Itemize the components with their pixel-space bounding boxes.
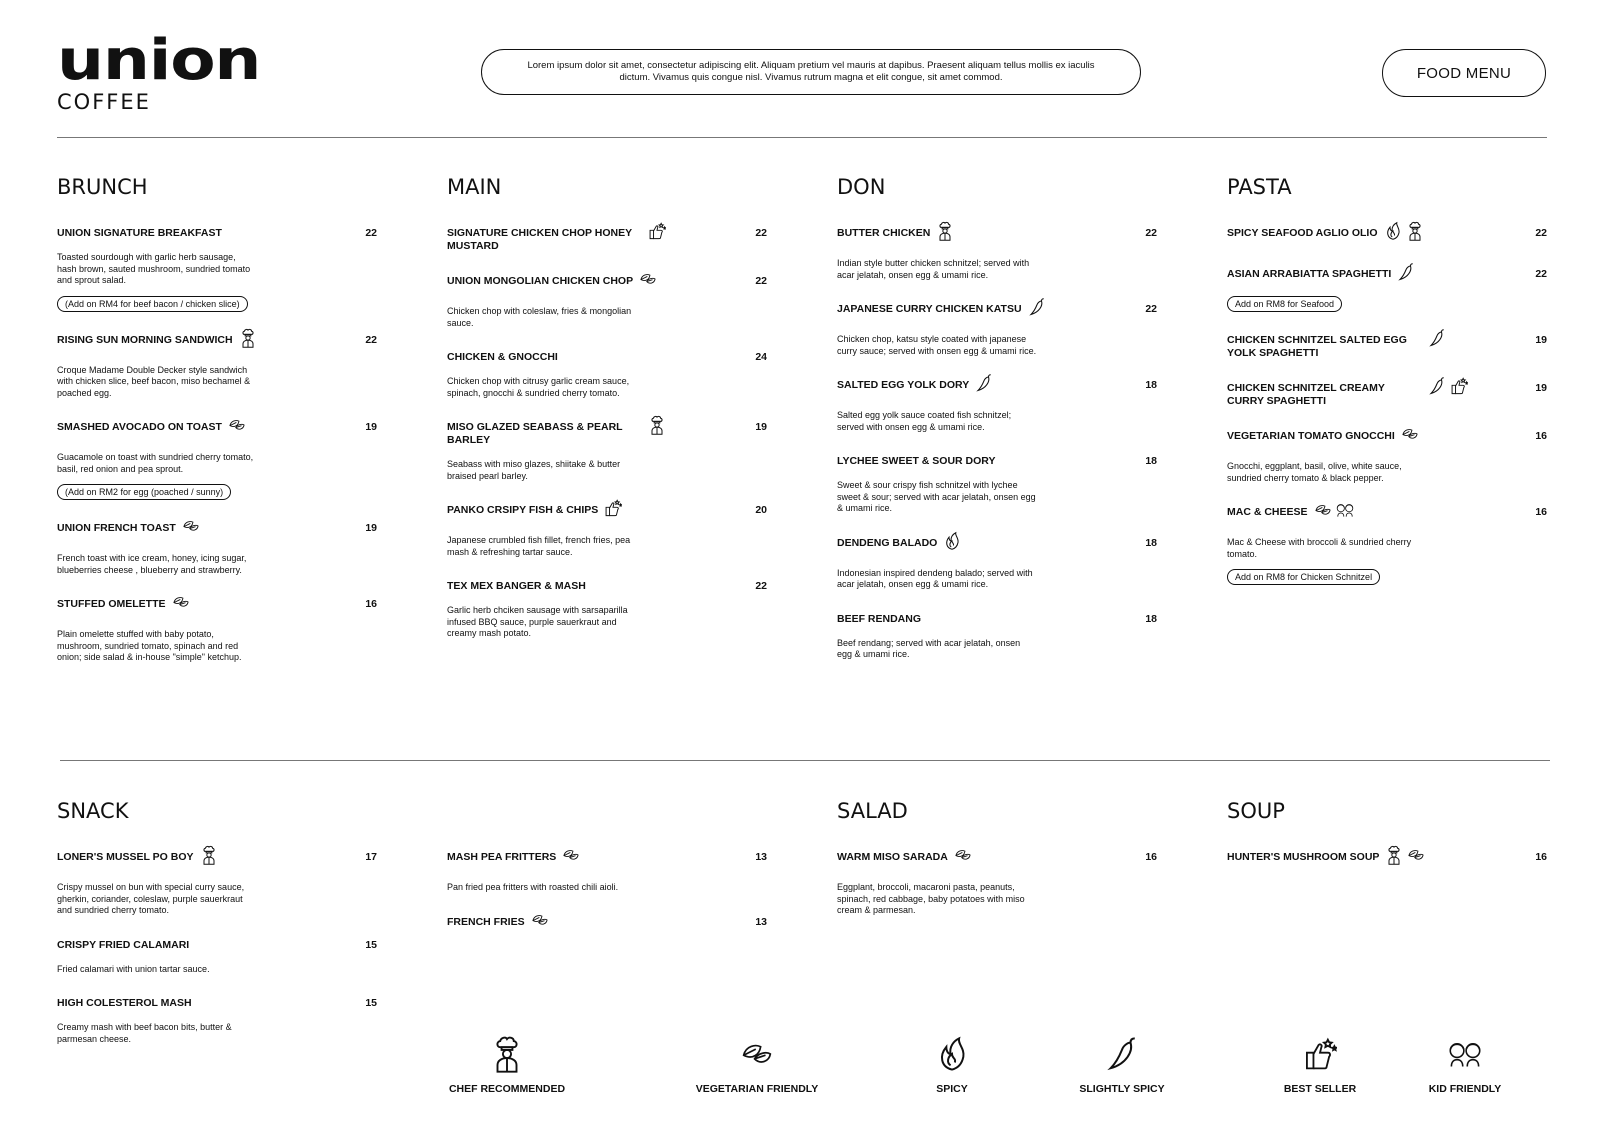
menu-item-description: Indonesian inspired dendeng balado; served with acar jelatah, onsen egg & umami rice.: [837, 567, 1033, 589]
legend-item: [1057, 1035, 1187, 1095]
menu-item-description: Fried calamari with union tartar sauce.: [57, 963, 210, 974]
chef-hat-icon: [1385, 845, 1403, 870]
chef-hat-icon: [936, 221, 954, 246]
menu-item-header: [447, 275, 767, 294]
menu-item: [1227, 506, 1547, 585]
chef-hat-icon: [442, 1035, 572, 1073]
menu-item-name: CHICKEN SCHNITZEL CREAMY CURRY SPAGHETTI: [1227, 382, 1385, 407]
menu-item-name: CRISPY FRIED CALAMARI: [57, 938, 190, 951]
section-brunch: [57, 175, 377, 686]
menu-item-name: SALTED EGG YOLK DORY: [837, 379, 970, 391]
menu-item-name: JAPANESE CURRY CHICKEN KATSU: [837, 303, 1022, 315]
menu-item-name-group: [447, 227, 666, 253]
menu-item-description: Chicken chop with coleslaw, fries & mongolian sauce.: [447, 306, 632, 328]
menu-item-name-group: [1227, 506, 1354, 525]
menu-item-icons: [1428, 376, 1468, 401]
menu-item-name-group: [837, 537, 961, 556]
menu-item-icons: [1428, 328, 1446, 353]
menu-item-price: 19: [365, 522, 377, 534]
leaf-icon: [1407, 845, 1425, 870]
menu-item-description: Salted egg yolk sauce coated fish schnitzel; served with onsen egg & umami rice.: [837, 410, 1012, 432]
section-main: [447, 175, 767, 662]
menu-item-price: 13: [755, 851, 767, 863]
menu-item-price: 19: [1535, 382, 1547, 394]
menu-item-price: 22: [365, 333, 377, 346]
menu-item-icons: [1384, 221, 1424, 246]
menu-item-addon-badge: (Add on RM2 for egg (poached / sunny): [57, 484, 231, 500]
menu-item-price: 22: [755, 580, 767, 592]
menu-item-name: UNION FRENCH TOAST: [57, 522, 176, 534]
menu-item-name: HIGH COLESTEROL MASH: [57, 997, 192, 1009]
tagline-text: Lorem ipsum dolor sit amet, consectetur adipiscing elit. Aliquam pretium vel mauris at dapibus. Praesent aliquam tellus mollis ex iaculis dictum. Vivamus quis congue nisl. Vivamus rutrum magna et elit congue, sit amet commod.: [527, 60, 1095, 83]
flame-icon: [1384, 221, 1402, 246]
menu-item-name: CHICKEN & GNOCCHI: [447, 351, 558, 363]
flame-icon: [943, 531, 961, 556]
menu-item-name: VEGETARIAN TOMATO GNOCCHI: [1227, 430, 1395, 442]
menu-item-name: SMASHED AVOCADO ON TOAST: [57, 421, 222, 433]
menu-item-name-group: [837, 455, 996, 468]
menu-item-addon-badge: Add on RM8 for Seafood: [1227, 296, 1342, 312]
menu-item-header: [837, 455, 1157, 468]
menu-item-icons: [172, 592, 190, 617]
menu-item-icons: [1397, 262, 1415, 287]
menu-item-name: LYCHEE SWEET & SOUR DORY: [837, 455, 996, 467]
menu-item: [447, 227, 767, 253]
menu-item: [447, 421, 767, 482]
menu-item-header: [1227, 334, 1547, 360]
menu-item-description: Indian style butter chicken schnitzel; served with acar jelatah, onsen egg & umami rice.: [837, 258, 1030, 280]
section-title: BRUNCH: [57, 175, 148, 199]
menu-item-icons: [639, 269, 657, 294]
menu-item-description: Garlic herb chciken sausage with sarsaparilla infused BBQ sauce, purple sauerkraut and creamy mash potato.: [447, 605, 628, 638]
menu-item: [1227, 430, 1547, 484]
menu-item-header: [57, 598, 377, 617]
menu-item-name-group: [57, 421, 246, 440]
menu-item-price: 16: [365, 598, 377, 610]
tagline-box: [481, 49, 1141, 95]
menu-item-price: 15: [365, 938, 377, 951]
menu-item-price: 22: [1535, 227, 1547, 239]
chef-hat-icon: [1406, 221, 1424, 246]
menu-item-header: [57, 227, 377, 240]
menu-item: [57, 851, 377, 917]
menu-item-name-group: [837, 851, 972, 870]
menu-item-name: BEEF RENDANG: [837, 612, 922, 625]
menu-item-header: [1227, 506, 1547, 525]
menu-item-header: [447, 504, 767, 523]
section-title: SNACK: [57, 799, 129, 823]
legend-item: [1400, 1035, 1530, 1095]
menu-item-icons: [228, 415, 246, 440]
menu-item: [57, 939, 377, 976]
menu-item-name: SIGNATURE CHICKEN CHOP HONEY MUSTARD: [447, 227, 632, 252]
menu-item-price: 15: [365, 997, 377, 1009]
menu-item-price: 18: [1145, 536, 1157, 549]
menu-item-name: STUFFED OMELETTE: [57, 598, 166, 610]
flame-icon: [887, 1035, 1017, 1073]
section-snack-continued: [447, 851, 767, 957]
menu-item: [57, 334, 377, 400]
menu-item-icons: [200, 845, 218, 870]
menu-item: [447, 580, 767, 640]
menu-item-name-group: [1227, 227, 1424, 246]
legend-label: KID FRIENDLY: [1428, 1083, 1502, 1095]
legend-item: [1255, 1035, 1385, 1095]
menu-item-description: Eggplant, broccoli, macaroni pasta, peanuts, spinach, red cabbage, baby potatoes with miso cream & parmesan.: [837, 882, 1025, 915]
legend-label: SPICY: [936, 1083, 968, 1095]
menu-item-description: Beef rendang; served with acar jelatah, onsen egg & umami rice.: [837, 637, 1021, 659]
legend-item: [887, 1035, 1017, 1095]
menu-item-price: 19: [755, 421, 767, 433]
chili-icon: [1428, 328, 1446, 353]
menu-item: [1227, 227, 1547, 246]
menu-item-description: Croque Madame Double Decker style sandwich with chicken slice, beef bacon, miso bechamel & poached egg.: [57, 364, 251, 398]
union-coffee-logo: [57, 28, 261, 114]
menu-item-description: Crispy mussel on bun with special curry sauce, gherkin, coriander, coleslaw, purple sauerkraut and sundried cherry tomato.: [57, 882, 245, 915]
menu-item-name-group: [837, 227, 954, 246]
leaf-icon: [562, 845, 580, 870]
menu-item-name-group: [447, 275, 657, 294]
chef-hat-icon: [239, 328, 257, 353]
menu-item-name-group: [447, 421, 666, 447]
logo-subtitle: COFFEE: [57, 90, 151, 114]
menu-item: [1227, 334, 1547, 360]
leaf-icon: [531, 910, 549, 935]
menu-item-icons: [943, 531, 961, 556]
menu-item-description: Seabass with miso glazes, shiitake & butter braised pearl barley.: [447, 459, 621, 481]
menu-item-name: RISING SUN MORNING SANDWICH: [57, 333, 233, 346]
chef-hat-icon: [648, 415, 666, 440]
menu-item: [57, 522, 377, 576]
menu-item-name: UNION MONGOLIAN CHICKEN CHOP: [447, 275, 634, 287]
menu-item-price: 22: [1535, 268, 1547, 280]
menu-item: [837, 537, 1157, 591]
menu-item-description: Creamy mash with beef bacon bits, butter & parmesan cheese.: [57, 1022, 232, 1044]
menu-item-icons: [182, 516, 200, 541]
menu-item-description: Sweet & sour crispy fish schnitzel with lychee sweet & sour; served with acar jelatah, onsen egg & umami rice.: [837, 480, 1036, 513]
menu-item-price: 19: [1535, 334, 1547, 346]
menu-item-header: [837, 303, 1157, 322]
menu-item-description: Chicken chop, katsu style coated with japanese curry sauce; served with onsen egg & umami rice.: [837, 334, 1037, 356]
menu-item-name-group: [57, 334, 257, 353]
menu-item-header: [1227, 268, 1547, 287]
section-soup: [1227, 799, 1547, 892]
menu-item: [57, 421, 377, 500]
menu-item-name: BUTTER CHICKEN: [837, 227, 931, 239]
menu-item: [1227, 382, 1547, 408]
menu-item-header: [447, 916, 767, 935]
menu-item-description: Mac & Cheese with broccoli & sundried cherry tomato.: [1227, 537, 1412, 559]
menu-item-icons: [975, 373, 993, 398]
menu-item-name: UNION SIGNATURE BREAKFAST: [57, 227, 222, 239]
menu-item-description: Pan fried pea fritters with roasted chili aioli.: [447, 882, 619, 892]
menu-item-name-group: [447, 851, 580, 870]
menu-item-header: [837, 851, 1157, 870]
kids-icon: [1336, 500, 1354, 525]
chili-icon: [975, 373, 993, 398]
menu-item-header: [1227, 227, 1547, 246]
section-pasta: [1227, 175, 1547, 607]
menu-item-name: ASIAN ARRABIATTA SPAGHETTI: [1227, 268, 1392, 280]
menu-item-price: 18: [1145, 455, 1157, 467]
menu-item-description: Guacamole on toast with sundried cherry tomato, basil, red onion and pea sprout.: [57, 452, 254, 474]
menu-item-name: MISO GLAZED SEABASS & PEARL BARLEY: [447, 421, 623, 446]
menu-item-icons: [648, 221, 666, 246]
leaf-icon: [172, 592, 190, 617]
menu-item-name-group: [447, 916, 549, 935]
menu-item-header: [837, 379, 1157, 398]
menu-item-header: [1227, 382, 1547, 408]
leaf-icon: [228, 415, 246, 440]
menu-item-name-group: [447, 504, 622, 523]
menu-item-icons: [239, 328, 257, 353]
section-title: PASTA: [1227, 175, 1292, 199]
menu-item-header: [57, 522, 377, 541]
thumbs-up-star-icon: [1450, 376, 1468, 401]
menu-item-addon-badge: (Add on RM4 for beef bacon / chicken slice): [57, 296, 248, 312]
menu-item-name: DENDENG BALADO: [837, 536, 938, 549]
menu-item-price: 22: [755, 227, 767, 239]
leaf-icon: [1314, 500, 1332, 525]
menu-item: [447, 916, 767, 935]
menu-item-header: [57, 421, 377, 440]
menu-item-name-group: [57, 598, 190, 617]
menu-item-price: 16: [1535, 851, 1547, 863]
menu-item-name-group: [57, 939, 189, 952]
menu-item: [1227, 851, 1547, 870]
menu-item-header: [1227, 430, 1547, 449]
menu-item: [447, 851, 767, 894]
menu-item-price: 22: [1145, 227, 1157, 239]
menu-item-price: 18: [1145, 379, 1157, 391]
menu-item-name-group: [1227, 430, 1419, 449]
section-title: SALAD: [837, 799, 908, 823]
menu-item-header: [57, 334, 377, 353]
menu-item-icons: [1314, 500, 1354, 525]
menu-item-icons: [648, 415, 666, 440]
food-menu-badge: [1382, 49, 1546, 97]
section-title: SOUP: [1227, 799, 1285, 823]
menu-item-description: Plain omelette stuffed with baby potato, mushroom, sundried tomato, spinach and red onion; side salad & in-house "simple" ketchup.: [57, 629, 242, 662]
menu-item-price: 22: [365, 227, 377, 239]
menu-item-price: 17: [365, 851, 377, 863]
menu-item-name-group: [1227, 382, 1468, 408]
menu-item-name-group: [447, 351, 558, 364]
menu-item-name-group: [837, 303, 1046, 322]
menu-item-header: [1227, 851, 1547, 870]
menu-item-name: PANKO CRSIPY FISH & CHIPS: [447, 504, 599, 516]
menu-item-icons: [1385, 845, 1425, 870]
menu-item-header: [57, 851, 377, 870]
menu-item-header: [447, 421, 767, 447]
menu-item-price: 19: [365, 421, 377, 433]
chef-hat-icon: [200, 845, 218, 870]
leaf-icon: [954, 845, 972, 870]
menu-item-header: [837, 537, 1157, 556]
chili-icon: [1428, 376, 1446, 401]
menu-item-price: 18: [1145, 612, 1157, 625]
leaf-icon: [182, 516, 200, 541]
legend-label: CHEF RECOMMENDED: [448, 1083, 566, 1095]
menu-item-price: 16: [1535, 430, 1547, 442]
menu-item: [57, 227, 377, 312]
menu-item-header: [57, 997, 377, 1010]
menu-item: [837, 455, 1157, 515]
section-title: MAIN: [447, 175, 502, 199]
thumbs-up-star-icon: [604, 498, 622, 523]
menu-item-name: TEX MEX BANGER & MASH: [447, 580, 586, 592]
menu-item-icons: [936, 221, 954, 246]
legend-label: VEGETARIAN FRIENDLY: [695, 1083, 819, 1095]
menu-item-name-group: [837, 613, 921, 626]
menu-item-price: 20: [755, 504, 767, 516]
legend-label: SLIGHTLY SPICY: [1079, 1083, 1165, 1095]
menu-item-header: [837, 613, 1157, 626]
menu-item-price: 16: [1535, 506, 1547, 518]
leaf-icon: [1401, 424, 1419, 449]
menu-item-icons: [531, 910, 549, 935]
menu-item-name: SPICY SEAFOOD AGLIO OLIO: [1227, 227, 1378, 239]
chili-icon: [1028, 297, 1046, 322]
section-don: [837, 175, 1157, 683]
menu-item-name-group: [57, 851, 218, 870]
menu-item: [837, 227, 1157, 281]
menu-item-price: 22: [755, 275, 767, 287]
menu-item-addon-badge: Add on RM8 for Chicken Schnitzel: [1227, 569, 1380, 585]
menu-item-name-group: [57, 997, 192, 1010]
menu-item: [837, 303, 1157, 357]
chili-icon: [1057, 1035, 1187, 1073]
menu-item-name: HUNTER'S MUSHROOM SOUP: [1227, 851, 1380, 863]
leaf-icon: [639, 269, 657, 294]
menu-item: [837, 613, 1157, 661]
menu-item-price: 16: [1145, 851, 1157, 863]
menu-item-name-group: [837, 379, 993, 398]
menu-item-header: [447, 851, 767, 870]
logo-wordmark: union: [57, 28, 261, 93]
menu-item-name: WARM MISO SARADA: [837, 851, 948, 863]
menu-item: [837, 851, 1157, 917]
kids-icon: [1400, 1035, 1530, 1073]
menu-item-description: Chicken chop with citrusy garlic cream sauce, spinach, gnocchi & sundried cherry tomato.: [447, 376, 630, 398]
menu-item-header: [447, 351, 767, 364]
menu-item-name-group: [57, 227, 222, 240]
menu-item-name: CHICKEN SCHNITZEL SALTED EGG YOLK SPAGHETTI: [1227, 334, 1407, 359]
menu-item-description: Japanese crumbled fish fillet, french fries, pea mash & refreshing tartar sauce.: [447, 535, 631, 557]
menu-item-header: [57, 939, 377, 952]
menu-item-name-group: [1227, 334, 1446, 360]
menu-item-name-group: [1227, 268, 1415, 287]
menu-item-icons: [1401, 424, 1419, 449]
leaf-icon: [692, 1035, 822, 1073]
section-divider: [60, 760, 1550, 761]
menu-item-price: 24: [755, 351, 767, 363]
thumbs-up-star-icon: [1255, 1035, 1385, 1073]
menu-item-icons: [604, 498, 622, 523]
menu-item: [57, 997, 377, 1045]
menu-item-price: 22: [1145, 303, 1157, 315]
header-divider: [57, 137, 1547, 138]
menu-item-name: LONER'S MUSSEL PO BOY: [57, 851, 194, 863]
menu-item-name: FRENCH FRIES: [447, 915, 525, 928]
legend-item: [442, 1035, 572, 1095]
menu-item-icons: [1028, 297, 1046, 322]
menu-item-price: 13: [755, 915, 767, 928]
legend-item: [692, 1035, 822, 1095]
menu-item: [447, 351, 767, 399]
legend-label: BEST SELLER: [1283, 1083, 1357, 1095]
menu-item-header: [837, 227, 1157, 246]
menu-item-name: MAC & CHEESE: [1227, 506, 1308, 518]
section-salad: [837, 799, 1157, 939]
menu-item-icons: [562, 845, 580, 870]
menu-item: [447, 504, 767, 558]
menu-item-name-group: [57, 522, 200, 541]
menu-item: [447, 275, 767, 329]
thumbs-up-star-icon: [648, 221, 666, 246]
menu-item-icons: [954, 845, 972, 870]
menu-item-name: MASH PEA FRITTERS: [447, 851, 557, 863]
menu-item-header: [447, 227, 767, 253]
menu-item-description: Gnocchi, eggplant, basil, olive, white sauce, sundried cherry tomato & black pepper.: [1227, 461, 1402, 483]
chili-icon: [1397, 262, 1415, 287]
menu-item: [1227, 268, 1547, 312]
food-menu-label: FOOD MENU: [1416, 64, 1512, 82]
section-title: DON: [837, 175, 886, 199]
menu-item-description: French toast with ice cream, honey, icing sugar, blueberries cheese , blueberry and strawberry.: [57, 553, 247, 575]
menu-item-name-group: [447, 580, 586, 593]
menu-item-name-group: [1227, 851, 1425, 870]
menu-item-description: Toasted sourdough with garlic herb sausage, hash brown, sauted mushroom, sundried tomato and sprout salad.: [57, 252, 251, 285]
menu-item: [57, 598, 377, 664]
section-snack: [57, 799, 377, 1067]
menu-item-header: [447, 580, 767, 593]
menu-item: [837, 379, 1157, 433]
